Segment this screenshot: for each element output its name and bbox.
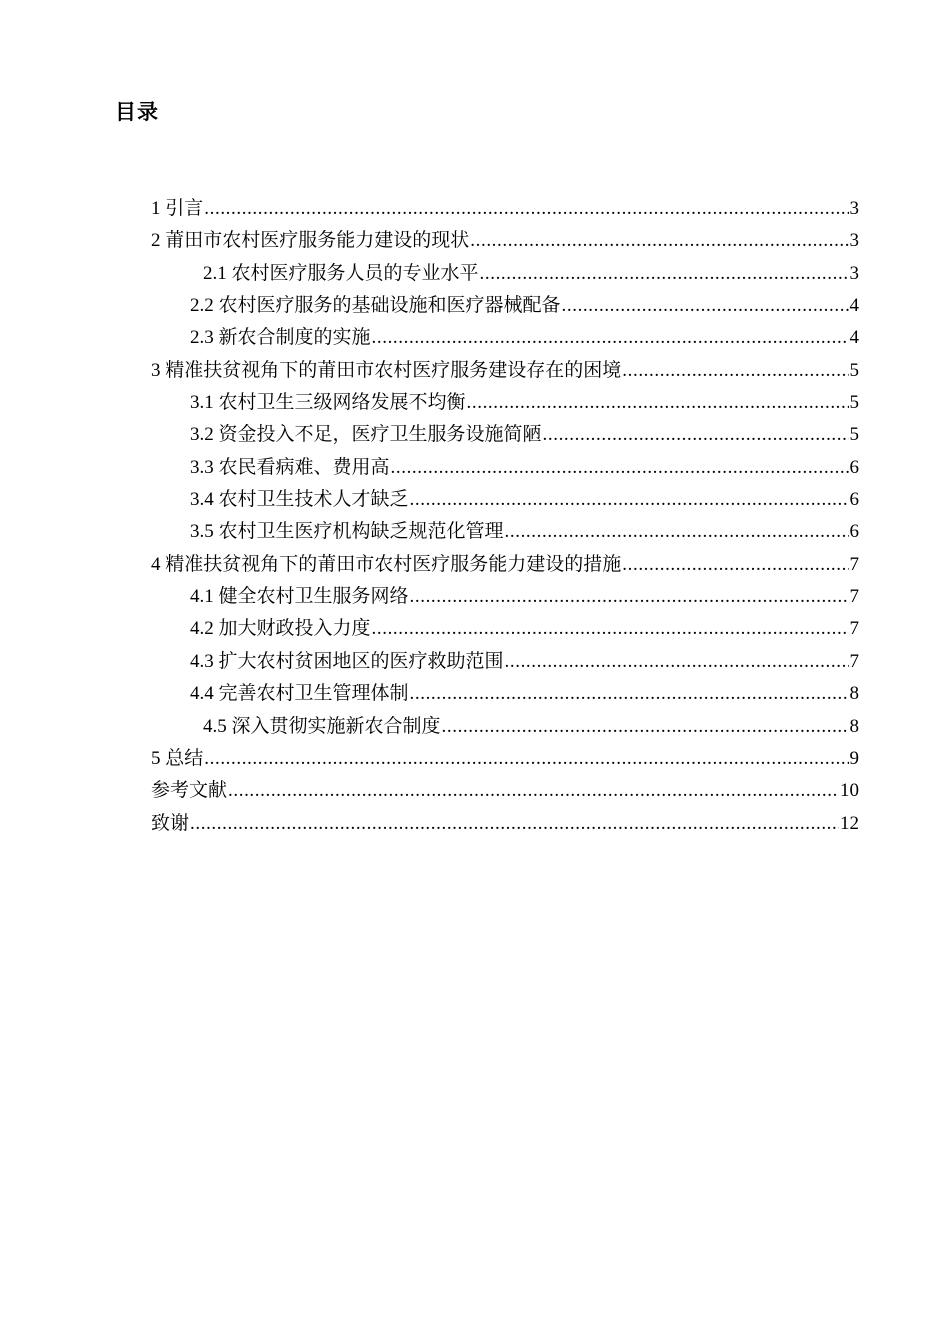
toc-entry-page-number: 7 <box>849 553 859 575</box>
toc-entry-page-number: 5 <box>849 424 859 446</box>
toc-dot-leader <box>505 646 849 678</box>
toc-dot-leader <box>543 419 849 451</box>
toc-dot-leader <box>622 355 848 387</box>
toc-entry[interactable] <box>151 193 859 225</box>
toc-dot-leader <box>442 711 849 743</box>
toc-entry-label: 4 精准扶贫视角下的莆田市农村医疗服务能力建设的措施 <box>151 553 622 575</box>
toc-entry-label: 4.3 扩大农村贫困地区的医疗救助范围 <box>190 650 504 672</box>
toc-entry-label: 4.5 深入贯彻实施新农合制度 <box>203 715 441 737</box>
toc-dot-leader <box>372 613 849 645</box>
toc-entry[interactable] <box>151 452 859 484</box>
toc-dot-leader <box>410 581 849 613</box>
toc-entry[interactable] <box>151 516 859 548</box>
toc-entry-label: 3.2 资金投入不足，医疗卫生服务设施简陋 <box>190 424 542 446</box>
toc-entry[interactable] <box>151 613 859 645</box>
toc-entry[interactable] <box>151 419 859 451</box>
toc-dot-leader <box>480 258 849 290</box>
toc-dot-leader <box>228 775 839 807</box>
toc-dot-leader <box>410 484 849 516</box>
toc-entry[interactable] <box>151 775 859 807</box>
toc-entry-page-number: 7 <box>849 618 859 640</box>
toc-entry-label: 3.1 农村卫生三级网络发展不均衡 <box>190 392 466 414</box>
toc-entry-page-number: 9 <box>849 747 859 769</box>
toc-entry-label: 3.5 农村卫生医疗机构缺乏规范化管理 <box>190 521 504 543</box>
toc-dot-leader <box>505 516 849 548</box>
toc-entry-label: 致谢 <box>151 812 190 834</box>
toc-entry-page-number: 5 <box>849 359 859 381</box>
toc-entry[interactable] <box>151 225 859 257</box>
toc-dot-leader <box>470 225 848 257</box>
toc-entry-page-number: 12 <box>840 812 859 834</box>
toc-entry-page-number: 8 <box>849 715 859 737</box>
toc-entry-label: 1 引言 <box>151 198 204 219</box>
toc-entry-label: 4.1 健全农村卫生服务网络 <box>190 586 409 608</box>
toc-dot-leader <box>410 678 849 710</box>
toc-list <box>151 193 859 840</box>
toc-entry[interactable] <box>151 711 859 743</box>
toc-entry[interactable] <box>151 743 859 775</box>
toc-dot-leader <box>204 743 848 775</box>
toc-dot-leader <box>372 322 849 354</box>
toc-entry-page-number: 4 <box>849 327 859 349</box>
toc-dot-leader <box>190 808 839 840</box>
toc-entry-label: 4.2 加大财政投入力度 <box>190 618 371 640</box>
toc-entry-page-number: 8 <box>849 683 859 705</box>
toc-entry-label: 参考文献 <box>151 780 228 802</box>
toc-dot-leader <box>622 549 848 581</box>
toc-entry[interactable] <box>151 387 859 419</box>
toc-entry-page-number: 6 <box>849 521 859 543</box>
toc-entry-label: 2.2 农村医疗服务的基础设施和医疗器械配备 <box>190 295 561 317</box>
toc-entry-label: 3.4 农村卫生技术人才缺乏 <box>190 489 409 511</box>
toc-entry[interactable] <box>151 484 859 516</box>
toc-title: 目录 <box>115 100 159 124</box>
toc-entry-label: 3 精准扶贫视角下的莆田市农村医疗服务建设存在的困境 <box>151 359 622 381</box>
toc-entry[interactable] <box>151 322 859 354</box>
toc-dot-leader <box>562 290 849 322</box>
toc-entry-page-number: 3 <box>849 262 859 284</box>
toc-entry-page-number: 7 <box>849 650 859 672</box>
toc-entry-label: 2.1 农村医疗服务人员的专业水平 <box>203 262 479 284</box>
toc-entry-page-number: 5 <box>849 392 859 414</box>
toc-entry-page-number: 10 <box>840 780 859 802</box>
toc-entry[interactable] <box>151 646 859 678</box>
toc-dot-leader <box>467 387 849 419</box>
toc-entry-page-number: 3 <box>849 230 859 252</box>
toc-entry-label: 5 总结 <box>151 747 204 769</box>
toc-dot-leader <box>204 193 848 225</box>
toc-entry-page-number: 3 <box>849 198 859 219</box>
toc-entry-page-number: 6 <box>849 489 859 511</box>
toc-entry[interactable] <box>151 355 859 387</box>
toc-entry[interactable] <box>151 678 859 710</box>
toc-entry-page-number: 4 <box>849 295 859 317</box>
toc-entry[interactable] <box>151 581 859 613</box>
toc-entry[interactable] <box>151 549 859 581</box>
toc-entry-label: 4.4 完善农村卫生管理体制 <box>190 683 409 705</box>
toc-entry-page-number: 6 <box>849 456 859 478</box>
toc-entry-label: 2.3 新农合制度的实施 <box>190 327 371 349</box>
toc-dot-leader <box>391 452 849 484</box>
toc-entry[interactable] <box>151 290 859 322</box>
toc-entry-label: 3.3 农民看病难、费用高 <box>190 456 390 478</box>
toc-entry[interactable] <box>151 258 859 290</box>
toc-entry-label: 2 莆田市农村医疗服务能力建设的现状 <box>151 230 470 252</box>
toc-entry[interactable] <box>151 808 859 840</box>
toc-entry-page-number: 7 <box>849 586 859 608</box>
